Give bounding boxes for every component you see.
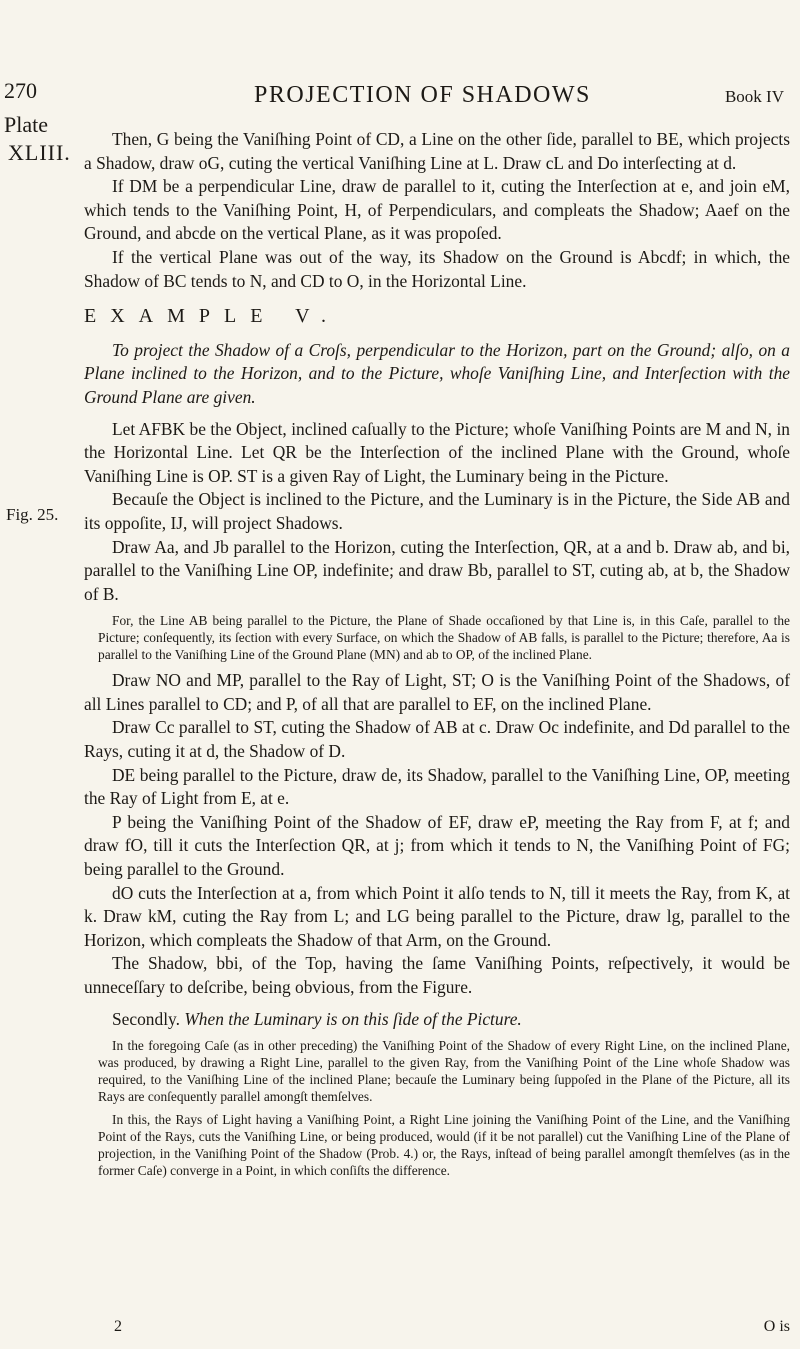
example-subject: To project the Shadow of a Croſs, perpendicular to the Horizon, part on the Ground; alſo, on a Plane inclined to the Horizon, and to the Picture, whoſe Vaniſhing Line, and Interſection with the Ground Plane are given. xyxy=(84,339,790,407)
paragraph: If DM be a perpendicular Line, draw de parallel to it, cuting the Interſection at e, and join eM, which tends to the Vaniſhing Point, H, of Perpendiculars, and compleats the Shadow; Aaef on the Ground, and abcde on the vertical Plane, as it was propoſed. xyxy=(84,176,790,244)
paragraph: The Shadow, bbi, of the Top, having the ſame Vaniſhing Points, reſpectively, it would be unneceſſary to deſcribe, being obvious, from the Figure. xyxy=(84,953,790,997)
paragraph: If the vertical Plane was out of the way, its Shadow on the Ground is Abcdf; in which, the Shadow of BC tends to N, and CD to O, in the Horizontal Line. xyxy=(84,246,790,291)
paragraph: Let AFBK be the Object, inclined caſually to the Picture; whoſe Vaniſhing Points are M and N, in the Horizontal Line. Let QR be the Interſection of the inclined Plane with the Ground, whoſe Vaniſhing Line is OP. ST is a given Ray of Light, the Luminary being in the Picture. xyxy=(84,418,790,486)
page-footer xyxy=(84,1318,790,1336)
section-lead xyxy=(84,1008,790,1032)
plate-number: XLIII. xyxy=(8,140,71,165)
body-text xyxy=(84,128,790,1185)
plate-label: Plate xyxy=(4,112,48,137)
section-lead-word: Secondly. xyxy=(112,1008,180,1029)
page-number: 270 xyxy=(4,78,37,103)
paragraph: Draw Aa, and Jb parallel to the Horizon, cuting the Interſection, QR, at a and b. Draw ab, and bi, parallel to the Vaniſhing Line OP, indefinite; and draw Bb, parallel to ST, cuting ab, at b, the Shadow of B. xyxy=(84,536,790,604)
paragraph: Becauſe the Object is inclined to the Picture, and the Luminary is in the Picture, the Side AB and its oppoſite, IJ, will project Shadows. xyxy=(84,489,790,533)
paragraph: dO cuts the Interſection at a, from which Point it alſo tends to N, till it meets the Ray, from K, at k. Draw kM, cuting the Ray from L; and LG being parallel to the Picture, draw lg, parallel to the Horizon, which compleats the Shadow of that Arm, on the Ground. xyxy=(84,882,790,950)
running-header xyxy=(254,82,784,109)
running-title: PROJECTION OF SHADOWS xyxy=(254,82,591,108)
footnote: In the foregoing Caſe (as in other preceding) the Vaniſhing Point of the Shadow of every Right Line, on the inclined Plane, was produced, by drawing a Right Line, parallel to the given Ray, from the Vaniſhing Point of the Line whoſe Shadow was required, to the Vaniſhing Line of the inclined Plane; becauſe the Luminary being ſuppoſed in the Plane of the Picture, all its Rays are conſequently parallel amongſt themſelves. xyxy=(98,1038,790,1105)
section-lead-italic: When the Luminary is on this ſide of the Picture. xyxy=(184,1008,522,1029)
footnote: In this, the Rays of Light having a Vaniſhing Point, a Right Line joining the Vaniſhing Point of the Line, and the Vaniſhing Point of the Rays, cuts the Vaniſhing Line, or being produced, would (if it be not parallel) cut the Vaniſhing Line of the Plane of projection, in the Vaniſhing Point of the Shadow (Prob. 4.) or, the Rays, inſtead of being parallel amongſt themſelves (as in the former Caſe) converge in a Point, in which conſiſts the difference. xyxy=(98,1112,790,1179)
paragraph: P being the Vaniſhing Point of the Shadow of EF, draw eP, meeting the Ray from F, at f; and draw fO, till it cuts the Interſection QR, at j; from which it tends to N, the Vaniſhing Point of FG; being parallel to the Ground. xyxy=(84,811,790,880)
paragraph: Then, G being the Vaniſhing Point of CD, a Line on the other ſide, parallel to BE, which projects a Shadow, draw oG, cuting the vertical Vaniſhing Line at L. Draw cL and Do interſecting at d. xyxy=(84,129,790,173)
paragraph: Draw Cc parallel to ST, cuting the Shadow of AB at c. Draw Oc indefinite, and Dd parallel to the Rays, cuting it at d, the Shadow of D. xyxy=(84,717,790,762)
example-heading: EXAMPLE V. xyxy=(84,305,340,328)
figure-reference: Fig. 25. xyxy=(6,505,59,524)
book-reference: Book IV xyxy=(724,87,784,106)
paragraph: DE being parallel to the Picture, draw de, its Shadow, parallel to the Vaniſhing Line, OP, meeting the Ray of Light from E, at e. xyxy=(84,764,790,809)
footnote: For, the Line AB being parallel to the Picture, the Plane of Shade occaſioned by that Line is, in this Caſe, parallel to the Picture; conſequently, its ſection with every Surface, on which the Shadow of AB falls, is parallel to the Picture; therefore, Aa is parallel to the Vaniſhing Line of the Ground Plane (MN) and ab to OP, of the inclined Plane. xyxy=(98,613,790,663)
signature-mark: 2 xyxy=(114,1318,122,1335)
paragraph: Draw NO and MP, parallel to the Ray of Light, ST; O is the Vaniſhing Point of the Shadows, of all Lines parallel to CD; and P, of all that are parallel to EF, on the inclined Plane. xyxy=(84,670,790,714)
catchword: O is xyxy=(763,1318,790,1335)
